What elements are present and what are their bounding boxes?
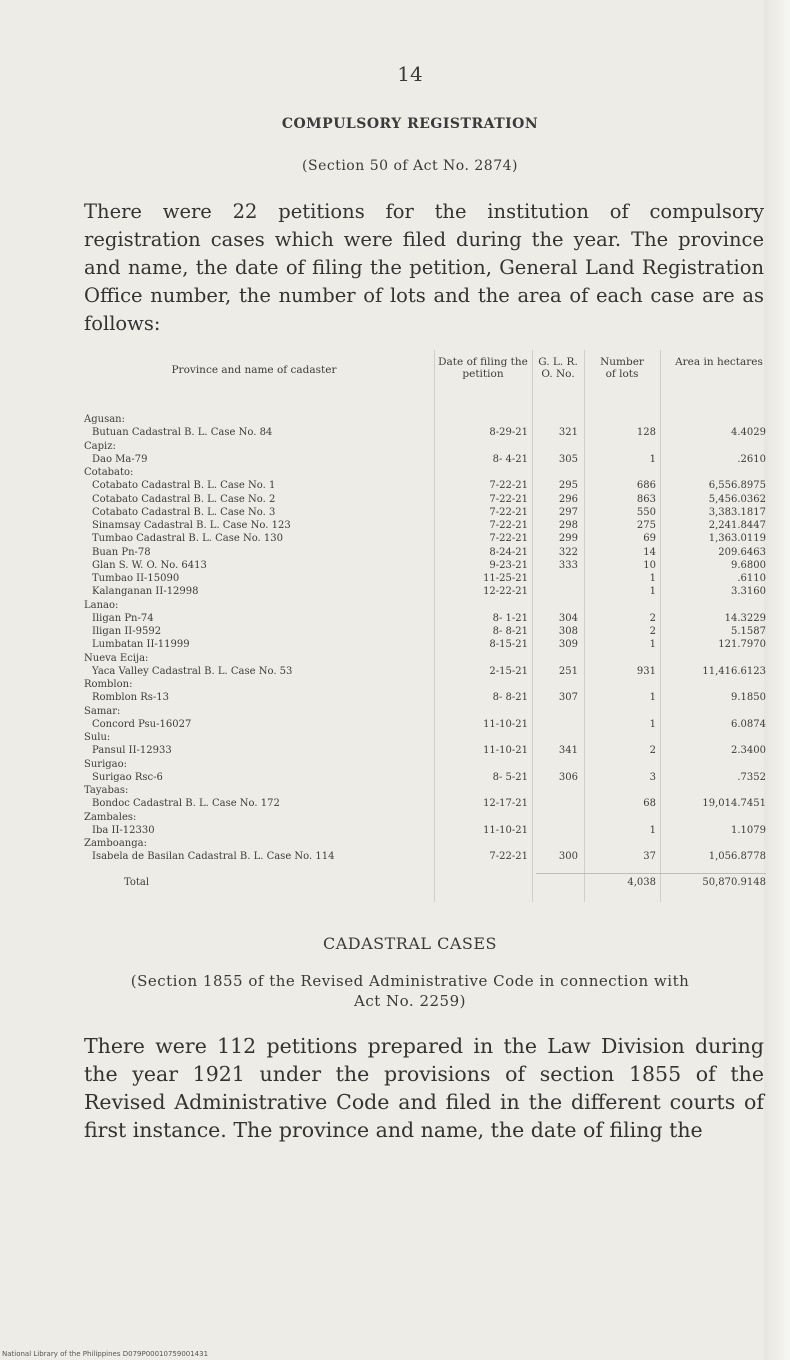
table-row: [84, 639, 772, 650]
row-label: Glan S. W. O. No. 6413: [92, 559, 207, 571]
table-row: [84, 798, 772, 809]
table-row: [84, 480, 772, 491]
province-row: [84, 838, 772, 849]
province-row: [84, 785, 772, 796]
cell-lots: 10: [643, 559, 656, 571]
cell-glro: 296: [558, 493, 578, 505]
total-rule: [536, 873, 766, 874]
row-label: Tumbao Cadastral B. L. Case No. 130: [92, 533, 283, 545]
cell-date: 8-29-21: [489, 427, 528, 439]
cell-date: 7-22-21: [489, 851, 528, 863]
cell-area: 9.1850: [731, 692, 766, 704]
cell-date: 12-22-21: [483, 586, 528, 598]
table-row: [84, 851, 772, 862]
table-row: [84, 533, 772, 544]
cell-lots: 1: [649, 718, 656, 730]
section-heading-compulsory: COMPULSORY REGISTRATION: [281, 116, 539, 132]
row-label: Iba II-12330: [92, 824, 155, 836]
cell-glro: 309: [558, 639, 578, 651]
table-row: [84, 772, 772, 783]
province-row: [84, 467, 772, 478]
cell-area: 1,363.0119: [708, 533, 766, 545]
header-lots: Number of lots: [600, 356, 644, 380]
cell-date: 11-25-21: [483, 573, 528, 584]
cell-date: 8- 1-21: [492, 612, 528, 624]
table-row: [84, 719, 772, 730]
cell-date: 8-15-21: [489, 639, 528, 651]
cell-area: 4.4029: [731, 427, 766, 439]
cell-lots: 1: [649, 824, 656, 836]
table-row: [84, 560, 772, 571]
cell-lots: 1: [649, 586, 656, 598]
cell-glro: 308: [558, 626, 578, 637]
intro-paragraph: There were 22 petitions for the institution of compulsory registration cases which were filed during the year. The province and name, the date of filing the petition, General Land Registration Office number, the number of lots and the area of each case are as follows:: [84, 200, 764, 335]
section-subheading-cadastral-line1: (Section 1855 of the Revised Administrative Code in connection with: [130, 972, 690, 990]
cell-date: 12-17-21: [483, 798, 528, 810]
header-glro: G. L. R. O. No.: [538, 356, 578, 380]
row-label: Zamboanga:: [84, 838, 147, 849]
table-row: [84, 520, 772, 531]
row-label: Surigao:: [84, 758, 128, 770]
cell-date: 7-22-21: [489, 533, 528, 545]
table-row: [84, 573, 772, 584]
table-row: [84, 613, 772, 624]
province-row: [84, 653, 772, 664]
cell-date: 8- 5-21: [492, 771, 528, 783]
cell-glro: 307: [558, 692, 578, 704]
cell-lots: 931: [636, 665, 656, 677]
cell-area: 121.7970: [718, 639, 766, 651]
page-number: 14: [397, 62, 423, 86]
table-row: [84, 454, 772, 465]
row-label: Pansul II-12933: [92, 745, 172, 757]
cell-date: 9-23-21: [489, 559, 528, 571]
cell-area: 6,556.8975: [708, 480, 766, 492]
row-label: Iligan II-9592: [92, 626, 162, 637]
cell-glro: 298: [558, 520, 578, 531]
row-label: Samar:: [84, 705, 121, 717]
total-lots: 4,038: [627, 877, 656, 888]
cell-glro: 306: [558, 771, 578, 783]
row-label: Iligan Pn-74: [92, 612, 154, 624]
cell-area: .6110: [737, 573, 766, 584]
total-label: Total: [124, 877, 150, 888]
cell-area: 9.6800: [731, 559, 766, 571]
cell-area: 14.3229: [724, 612, 766, 624]
row-label: Lumbatan II-11999: [92, 639, 190, 651]
row-label: Agusan:: [84, 414, 125, 425]
cell-area: 6.0874: [731, 718, 766, 730]
cell-area: 1.1079: [731, 824, 766, 836]
cell-area: 3.3160: [731, 586, 766, 598]
row-label: Isabela de Basilan Cadastral B. L. Case No. 114: [92, 851, 335, 863]
cell-lots: 550: [636, 506, 656, 518]
province-row: [84, 812, 772, 823]
province-row: [84, 732, 772, 743]
header-date: Date of filing the petition: [438, 356, 528, 380]
province-row: [84, 600, 772, 611]
province-row: [84, 706, 772, 717]
cell-area: 2,241.8447: [708, 520, 766, 531]
cell-date: 2-15-21: [489, 665, 528, 677]
cell-area: 5.1587: [731, 626, 766, 637]
row-label: Nueva Ecija:: [84, 652, 149, 664]
scan-footer: National Library of the Philippines D079P00010759001431: [2, 1350, 209, 1358]
total-area: 50,870.9148: [702, 877, 766, 888]
cell-area: 1,056.8778: [708, 851, 766, 863]
cell-lots: 2: [649, 745, 656, 757]
row-label: Romblon:: [84, 679, 133, 690]
cell-glro: 299: [558, 533, 578, 545]
cell-lots: 68: [643, 798, 656, 810]
cell-glro: 297: [558, 506, 578, 518]
row-label: Zambales:: [84, 811, 137, 823]
cell-lots: 1: [649, 639, 656, 651]
cell-area: 11,416.6123: [702, 665, 766, 677]
cell-lots: 3: [649, 771, 656, 783]
table-row: [84, 586, 772, 597]
cell-area: 3,383.1817: [708, 506, 766, 518]
row-label: Yaca Valley Cadastral B. L. Case No. 53: [92, 665, 293, 677]
row-label: Concord Psu-16027: [92, 718, 192, 730]
table-row: [84, 547, 772, 558]
header-area: Area in hectares: [675, 356, 763, 368]
row-label: Surigao Rsc-6: [92, 771, 163, 783]
cell-date: 8- 8-21: [492, 626, 528, 637]
total-row: [84, 877, 772, 888]
section-heading-cadastral: CADASTRAL CASES: [322, 934, 498, 953]
cell-glro: 321: [558, 427, 578, 439]
section-subheading-compulsory: (Section 50 of Act No. 2874): [302, 158, 518, 174]
cell-lots: 686: [636, 480, 656, 492]
table-row: [84, 692, 772, 703]
row-label: Capiz:: [84, 440, 116, 452]
cell-glro: 251: [558, 665, 578, 677]
row-label: Sinamsay Cadastral B. L. Case No. 123: [92, 520, 291, 531]
cell-lots: 69: [643, 533, 656, 545]
row-label: Sulu:: [84, 732, 111, 743]
registration-table: [84, 350, 772, 902]
cell-area: 209.6463: [718, 546, 766, 558]
row-label: Romblon Rs-13: [92, 692, 170, 704]
row-label: Tumbao II-15090: [92, 573, 180, 584]
cell-area: .7352: [737, 771, 766, 783]
cell-glro: 333: [558, 559, 578, 571]
cell-glro: 322: [558, 546, 578, 558]
row-label: Kalanganan II-12998: [92, 586, 199, 598]
cell-lots: 2: [649, 626, 656, 637]
cell-lots: 1: [649, 573, 656, 584]
cell-date: 11-10-21: [483, 718, 528, 730]
table-row: [84, 507, 772, 518]
cell-area: 19,014.7451: [702, 798, 766, 810]
cell-glro: 341: [558, 745, 578, 757]
row-label: Cotabato Cadastral B. L. Case No. 3: [92, 506, 276, 518]
table-row: [84, 626, 772, 637]
cell-glro: 305: [558, 453, 578, 465]
cell-date: 8- 8-21: [492, 692, 528, 704]
province-row: [84, 414, 772, 425]
province-row: [84, 679, 772, 690]
cell-lots: 2: [649, 612, 656, 624]
cadastral-paragraph: There were 112 petitions prepared in the Law Division during the year 1921 under the provisions of section 1855 of the Revised Administrative Code and filed in the different courts of first instance. The province and name, the date of filing the: [84, 1034, 764, 1142]
cell-area: 5,456.0362: [708, 493, 766, 505]
cell-area: .2610: [737, 453, 766, 465]
cell-glro: 295: [558, 480, 578, 492]
cell-date: 8- 4-21: [492, 453, 528, 465]
cell-date: 7-22-21: [489, 506, 528, 518]
row-label: Lanao:: [84, 599, 119, 611]
row-label: Cotabato:: [84, 467, 134, 478]
cell-lots: 14: [643, 546, 656, 558]
cell-date: 7-22-21: [489, 480, 528, 492]
row-label: Cotabato Cadastral B. L. Case No. 1: [92, 480, 276, 492]
cell-date: 7-22-21: [489, 493, 528, 505]
row-label: Cotabato Cadastral B. L. Case No. 2: [92, 493, 276, 505]
cell-lots: 275: [636, 520, 656, 531]
section-subheading-cadastral-line2: Act No. 2259): [354, 992, 466, 1010]
row-label: Butuan Cadastral B. L. Case No. 84: [92, 427, 273, 439]
cell-date: 11-10-21: [483, 824, 528, 836]
row-label: Tayabas:: [84, 785, 129, 796]
row-label: Bondoc Cadastral B. L. Case No. 172: [92, 798, 280, 810]
cell-area: 2.3400: [731, 745, 766, 757]
cell-date: 11-10-21: [483, 745, 528, 757]
province-row: [84, 759, 772, 770]
row-label: Buan Pn-78: [92, 546, 151, 558]
cell-lots: 1: [649, 453, 656, 465]
cell-lots: 37: [643, 851, 656, 863]
table-row: [84, 427, 772, 438]
header-province: Province and name of cadaster: [171, 364, 337, 376]
table-row: [84, 666, 772, 677]
cell-lots: 863: [636, 493, 656, 505]
cell-date: 7-22-21: [489, 520, 528, 531]
cell-lots: 128: [636, 427, 656, 439]
row-label: Dao Ma-79: [92, 453, 148, 465]
province-row: [84, 441, 772, 452]
cell-glro: 304: [558, 612, 578, 624]
cell-lots: 1: [649, 692, 656, 704]
table-row: [84, 745, 772, 756]
cell-glro: 300: [558, 851, 578, 863]
table-row: [84, 825, 772, 836]
table-row: [84, 494, 772, 505]
cell-date: 8-24-21: [489, 546, 528, 558]
